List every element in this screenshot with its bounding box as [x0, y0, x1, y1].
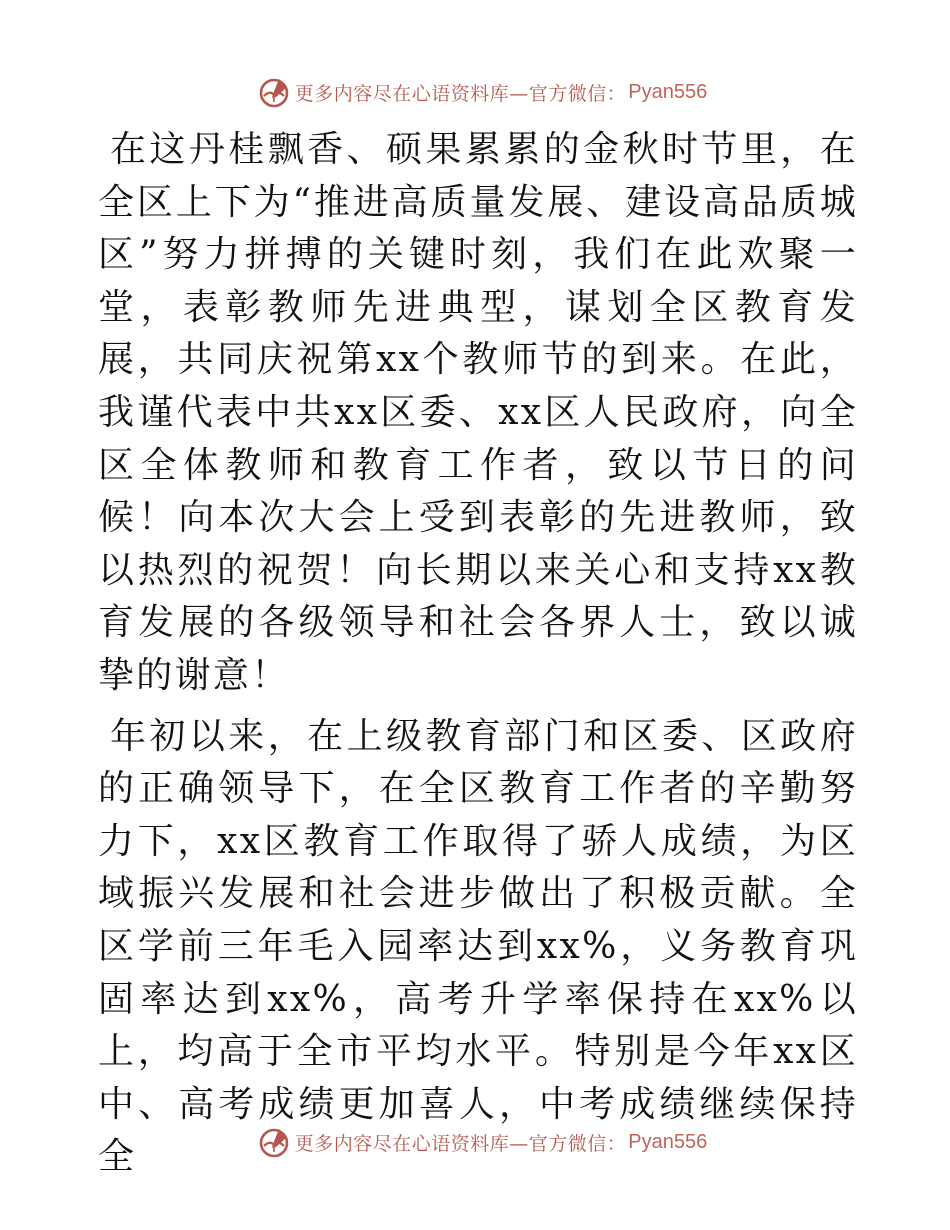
banner-text: 更多内容尽在心语资料库—官方微信： [294, 82, 627, 105]
header-banner-content [257, 75, 707, 109]
book-pen-logo-icon [257, 75, 291, 109]
paragraph-1: 在这丹桂飘香、硕果累累的金秋时节里，在全区上下为“推进高质量发展、建设高品质城区”努力拼搏的关键时刻，我们在此欢聚一堂，表彰教师先进典型，谋划全区教育发展，共同庆祝第xx个教师节的到来。在此，我谨代表中共xx区委、xx区人民政府，向全区全体教师和教育工作者，致以节日的问候！向本次大会上受到表彰的先进教师，致以热烈的祝贺！向长期以来关心和支持xx教育发展的各级领导和社会各界人士，致以诚挚的谢意！ [98, 129, 858, 696]
footer-banner [0, 1122, 950, 1162]
footer-banner-content [257, 1125, 707, 1159]
document-body [98, 124, 858, 1184]
book-pen-logo-icon [257, 1125, 291, 1159]
wechat-handle: Pyan556 [628, 1130, 708, 1153]
paragraph-2: 年初以来，在上级教育部门和区委、区政府的正确领导下，在全区教育工作者的辛勤努力下，xx区教育工作取得了骄人成绩，为区域振兴发展和社会进步做出了积极贡献。全区学前三年毛入园率达到xx%，义务教育巩固率达到xx%，高考升学率保持在xx%以上，均高于全市平均水平。特别是今年xx区中、高考成绩更加喜人，中考成绩继续保持全 [98, 715, 859, 1178]
header-banner [0, 72, 950, 112]
banner-text: 更多内容尽在心语资料库—官方微信： [294, 1132, 627, 1155]
wechat-handle: Pyan556 [628, 80, 708, 103]
